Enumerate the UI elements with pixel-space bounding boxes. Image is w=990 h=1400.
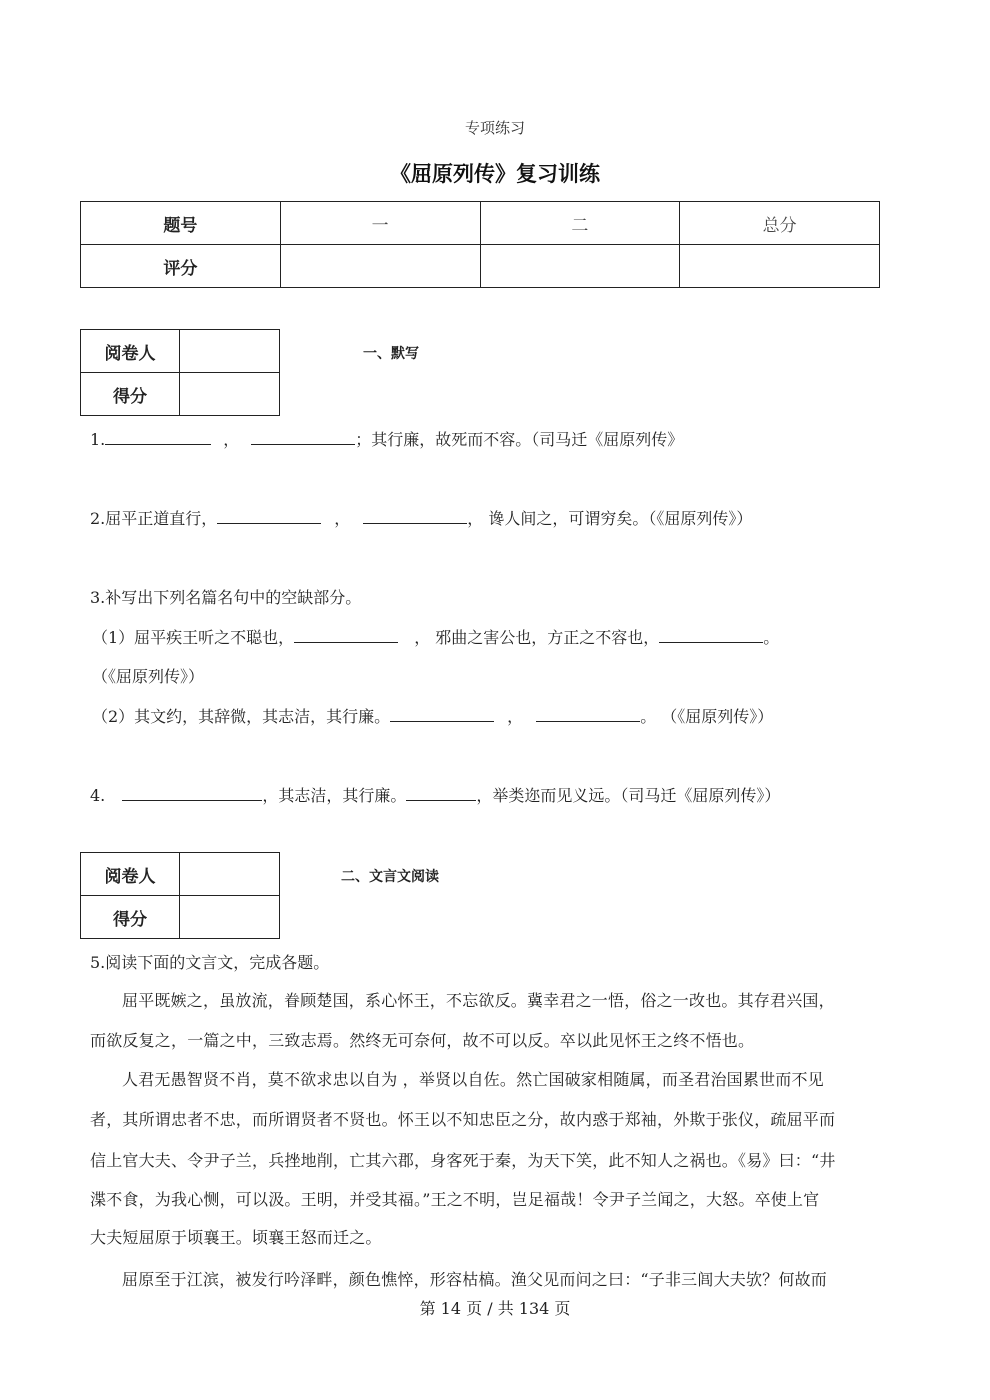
score-table-header-cell: 总分 (680, 202, 880, 245)
reviewer-field[interactable] (180, 853, 280, 896)
q2-blank-1[interactable] (217, 507, 321, 524)
reviewer-label: 阅卷人 (81, 330, 180, 373)
grader-box-2 (80, 852, 280, 939)
section-2-title: 二、文言文阅读 (341, 869, 439, 885)
passage-line: 人君无愚智贤不肖，莫不欲求忠以自为 ，举贤以自佐。然亡国破家相随属，而圣君治国累世而不见 (122, 1070, 824, 1089)
q2-head: 2.屈平正道直行， (90, 509, 218, 528)
grader-box-1 (80, 329, 280, 416)
score-table-header-cell: 一 (280, 202, 480, 245)
question-3-part-1-source: （《屈原列传》） (92, 667, 205, 686)
q3-p2-blank-1[interactable] (390, 705, 494, 722)
question-1 (90, 427, 683, 450)
q1-num: 1. (90, 430, 106, 449)
q2-sep: ， (334, 509, 351, 528)
q4-blank-2[interactable] (192, 784, 262, 801)
q4-num: 4. (90, 786, 111, 805)
q3-p2-tail: 。 （《屈原列传》） (640, 707, 774, 726)
q3-p2-head: （2）其文约，其辞微，其志洁，其行廉。 (92, 707, 391, 726)
score-label: 得分 (81, 896, 180, 939)
score-table-header-cell: 题号 (81, 202, 281, 245)
question-3-part-2 (92, 704, 773, 727)
score-cell[interactable] (680, 245, 880, 288)
reviewer-field[interactable] (180, 330, 280, 373)
q1-tail: ；其行廉，故死而不容。（司马迁《屈原列传》 (355, 430, 684, 449)
question-3-intro: 3.补写出下列名篇名句中的空缺部分。 (90, 588, 362, 607)
passage-line: 大夫短屈原于顷襄王。顷襄王怒而迁之。 (90, 1228, 382, 1247)
q4-mid: ，其志洁，其行廉。 (262, 786, 407, 805)
score-cell[interactable] (480, 245, 680, 288)
passage-line: 渫不食，为我心恻，可以汲。王明，并受其福。”王之不明，岂足福哉！令尹子兰闻之，大怒。卒使上官 (90, 1190, 820, 1209)
score-table-header-cell: 二 (480, 202, 680, 245)
score-table-header-row (81, 202, 880, 245)
passage-line: 信上官大夫、令尹子兰，兵挫地削，亡其六郡，身客死于秦，为天下笑，此不知人之祸也。《易》曰：“井 (90, 1151, 836, 1170)
passage-line: 屈平既嫉之，虽放流，眷顾楚国，系心怀王，不忘欲反。冀幸君之一悟，俗之一改也。其存君兴国， (122, 991, 835, 1010)
q3-p2-blank-2[interactable] (536, 705, 640, 722)
q3-p1-end: 。 (763, 628, 780, 647)
q3-p1-blank-2[interactable] (659, 626, 763, 643)
page-footer: 第 14 页 / 共 134 页 (419, 1299, 571, 1318)
question-2 (90, 506, 752, 529)
score-row-label: 评分 (81, 245, 281, 288)
doc-title: 《屈原列传》复习训练 (390, 161, 600, 186)
passage-line: 屈原至于江滨，被发行吟泽畔，颜色憔悴，形容枯槁。渔父见而问之曰：“子非三闾大夫欤？何故而 (122, 1270, 827, 1289)
passage-line: 而欲反复之，一篇之中，三致志焉。然终无可奈何，故不可以反。卒以此见怀王之终不悟也。 (90, 1031, 755, 1050)
score-table-score-row (81, 245, 880, 288)
q4-tail: ，举类迩而见义远。（司马迁《屈原列传》） (476, 786, 781, 805)
passage-line: 者，其所谓忠者不忠，而所谓贤者不贤也。怀王以不知忠臣之分，故内惑于郑袖，外欺于张仪，疏屈平而 (90, 1110, 836, 1129)
q2-tail: ， 谗人间之，可谓穷矣。（《屈原列传》） (467, 509, 753, 528)
q1-blank-2[interactable] (251, 428, 355, 445)
score-field[interactable] (180, 896, 280, 939)
score-field[interactable] (180, 373, 280, 416)
question-4 (90, 783, 780, 806)
question-3-part-1 (92, 625, 779, 648)
q3-p1-head: （1）屈平疾王听之不聪也， (92, 628, 295, 647)
score-cell[interactable] (280, 245, 480, 288)
q2-blank-2[interactable] (363, 507, 467, 524)
q4-blank-1[interactable] (122, 784, 192, 801)
q3-p1-mid: ， 邪曲之害公也，方正之不容也， (414, 628, 660, 647)
question-5-intro: 5.阅读下面的文言文，完成各题。 (90, 953, 330, 972)
score-table (80, 201, 880, 288)
q3-p2-sep: ， (507, 707, 524, 726)
q3-p1-blank-1[interactable] (294, 626, 398, 643)
q1-blank-1[interactable] (105, 428, 211, 445)
doc-subtitle: 专项练习 (464, 119, 525, 137)
reviewer-label: 阅卷人 (81, 853, 180, 896)
q1-sep: ， (223, 430, 240, 449)
section-1-title: 一、默写 (363, 346, 419, 362)
q4-blank-3[interactable] (406, 784, 476, 801)
score-label: 得分 (81, 373, 180, 416)
